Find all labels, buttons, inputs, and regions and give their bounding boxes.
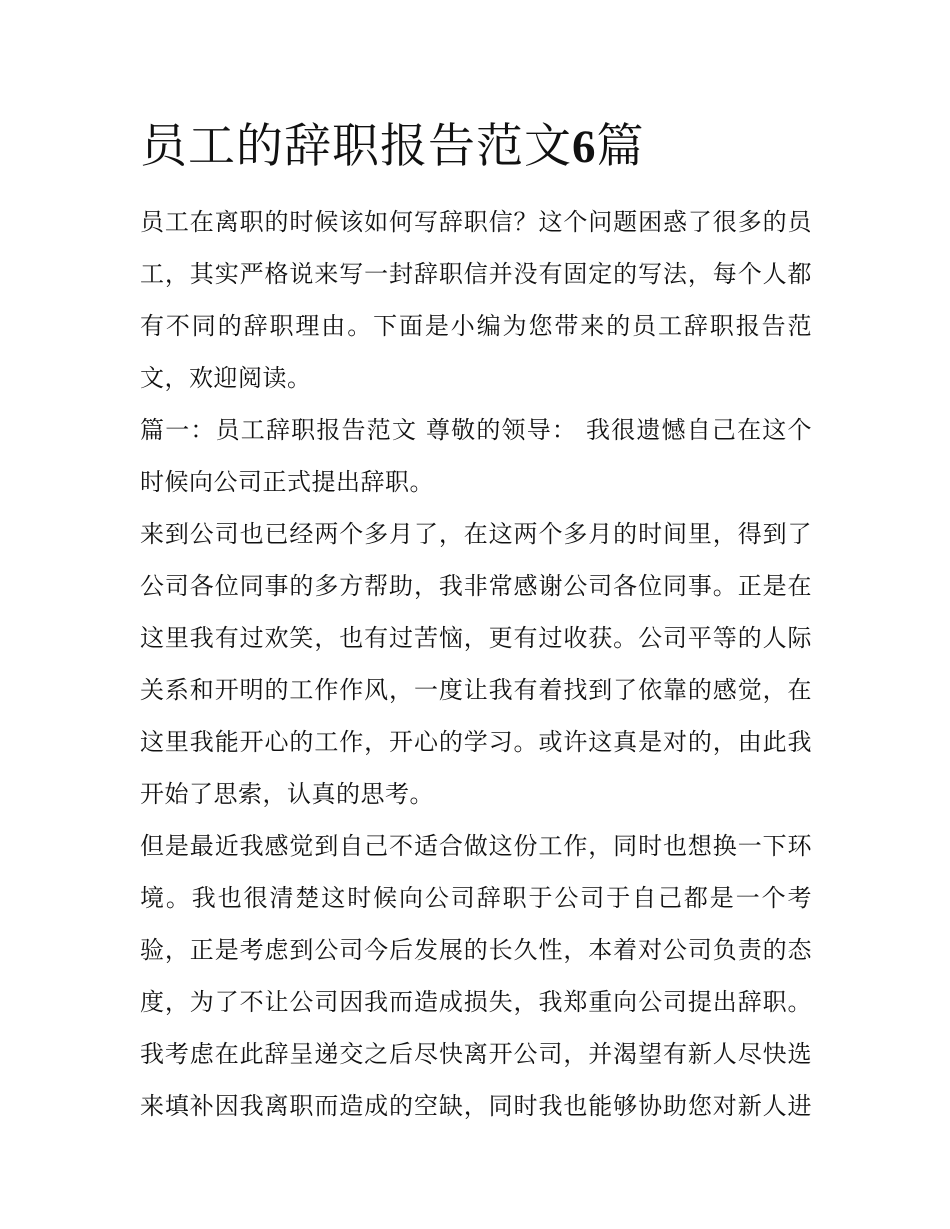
text-line: 时候向公司正式提出辞职。 [140,468,434,496]
body-paragraph [140,508,812,820]
document-body [140,112,812,1132]
text-line: 这里我有过欢笑，也有过苦恼，更有过收获。公司平等的人际 [140,624,812,652]
title-number: 6 [572,121,597,173]
body-paragraph [140,820,812,1132]
text-line: 篇一：员工辞职报告范文 尊敬的领导： 我很遗憾自己在这个 [140,416,812,444]
document-title [140,112,812,182]
text-line: 来填补因我离职而造成的空缺，同时我也能够协助您对新人进 [140,1092,812,1120]
text-line: 文，欢迎阅读。 [140,364,312,392]
text-line: 度，为了不让公司因我而造成损失，我郑重向公司提出辞职。 [140,988,812,1016]
text-line: 但是最近我感觉到自己不适合做这份工作，同时也想换一下环 [140,832,812,860]
text-line: 这里我能开心的工作，开心的学习。或许这真是对的，由此我 [140,728,812,756]
text-line: 境。我也很清楚这时候向公司辞职于公司于自己都是一个考 [140,884,812,912]
text-line: 验，正是考虑到公司今后发展的长久性，本着对公司负责的态 [140,936,812,964]
text-line: 我考虑在此辞呈递交之后尽快离开公司，并渴望有新人尽快选 [140,1040,812,1068]
text-line: 公司各位同事的多方帮助，我非常感谢公司各位同事。正是在 [140,572,812,600]
intro-paragraph [140,196,812,404]
text-line: 来到公司也已经两个多月了，在这两个多月的时间里，得到了 [140,520,812,548]
text-line: 开始了思索，认真的思考。 [140,780,434,808]
title-suffix: 篇 [596,119,645,174]
text-line: 工，其实严格说来写一封辞职信并没有固定的写法，每个人都 [140,260,812,288]
title-text: 员工的辞职报告范文 [140,119,572,174]
text-line: 有不同的辞职理由。下面是小编为您带来的员工辞职报告范 [140,312,812,340]
text-line: 员工在离职的时候该如何写辞职信？这个问题困惑了很多的员 [140,208,812,236]
text-line: 关系和开明的工作作风，一度让我有着找到了依靠的感觉，在 [140,676,812,704]
section-one-opening-paragraph [140,404,812,508]
